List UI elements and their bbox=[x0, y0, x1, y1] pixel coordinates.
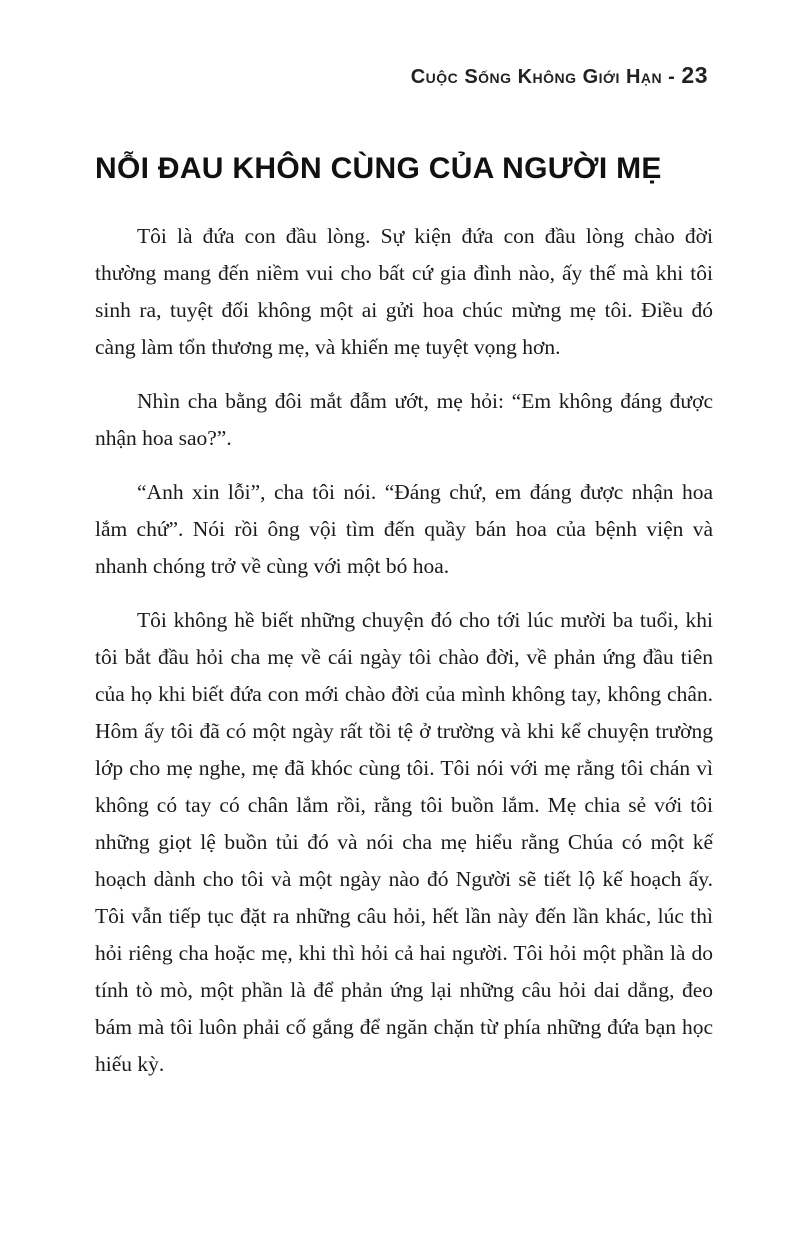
page-number: 23 bbox=[681, 62, 708, 88]
paragraph: Nhìn cha bằng đôi mắt đẫm ướt, mẹ hỏi: “Em không đáng được nhận hoa sao?”. bbox=[95, 389, 713, 450]
paragraph: Tôi là đứa con đầu lòng. Sự kiện đứa con đầu lòng chào đời thường mang đến niềm vui cho bất cứ gia đình nào, ấy thế mà khi tôi sinh ra, tuyệt đối không một ai gửi hoa chúc mừng mẹ tôi. Điều đó càng làm tổn thương mẹ, và khiến mẹ tuyệt vọng hơn. bbox=[95, 224, 713, 359]
chapter-title: NỖI ĐAU KHÔN CÙNG CỦA NGƯỜI MẸ bbox=[95, 152, 662, 185]
body-text bbox=[95, 218, 713, 1083]
running-header bbox=[95, 62, 708, 89]
paragraph: “Anh xin lỗi”, cha tôi nói. “Đáng chứ, em đáng được nhận hoa lắm chứ”. Nói rồi ông vội tìm đến quầy bán hoa của bệnh viện và nhanh chóng trở về cùng với một bó hoa. bbox=[95, 480, 713, 578]
paragraph: Tôi không hề biết những chuyện đó cho tới lúc mười ba tuổi, khi tôi bắt đầu hỏi cha mẹ về cái ngày tôi chào đời, về phản ứng đầu tiên của họ khi biết đứa con mới chào đời của mình không tay, không chân. Hôm ấy tôi đã có một ngày rất tồi tệ ở trường và khi kể chuyện trường lớp cho mẹ nghe, mẹ đã khóc cùng tôi. Tôi nói với mẹ rằng tôi chán vì không có tay có chân lắm rồi, rằng tôi buồn lắm. Mẹ chia sẻ với tôi những giọt lệ buồn tủi đó và nói cha mẹ hiểu rằng Chúa có một kế hoạch dành cho tôi và một ngày nào đó Người sẽ tiết lộ kế hoạch ấy. Tôi vẫn tiếp tục đặt ra những câu hỏi, hết lần này đến lần khác, lúc thì hỏi riêng cha hoặc mẹ, khi thì hỏi cả hai người. Tôi hỏi một phần là do tính tò mò, một phần là để phản ứng lại những câu hỏi dai dẳng, đeo bám mà tôi luôn phải cố gắng để ngăn chặn từ phía những đứa bạn học hiếu kỳ. bbox=[95, 608, 713, 1076]
running-header-separator: - bbox=[662, 66, 682, 88]
running-header-book-title: Cuộc Sống Không Giới Hạn bbox=[410, 66, 663, 88]
